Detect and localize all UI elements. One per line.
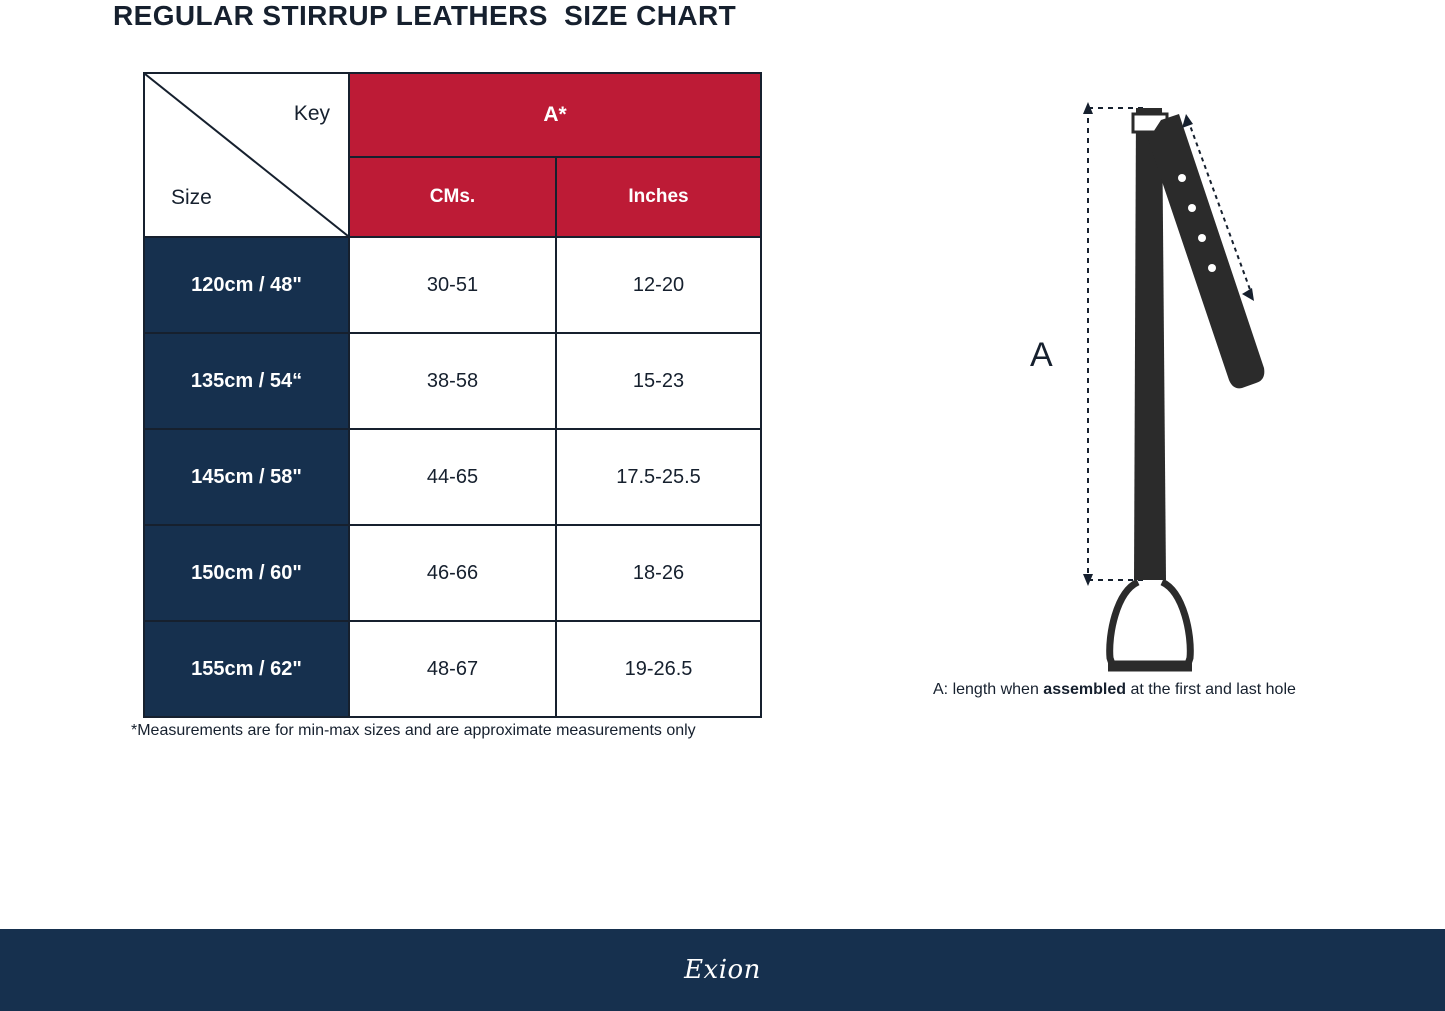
table-row: [144, 525, 761, 621]
row-size-label: 135cm / 54“: [144, 333, 349, 429]
page-title: REGULAR STIRRUP LEATHERS SIZE CHART: [113, 0, 737, 31]
table-header-row-group: [144, 73, 761, 157]
table-subheader-inches: Inches: [556, 157, 761, 237]
measurement-footnote: *Measurements are for min-max sizes and are approximate measurements only: [131, 722, 696, 739]
row-inches-value: 15-23: [556, 333, 761, 429]
leather-strap-tail-shape: [1148, 114, 1264, 388]
brand-logo: Exion: [684, 955, 761, 985]
caption-suffix: at the first and last hole: [1126, 681, 1296, 698]
diagram-caption: [933, 681, 1296, 699]
size-chart-table: [143, 72, 762, 718]
caption-prefix: A: length when: [933, 681, 1044, 698]
row-inches-value: 18-26: [556, 525, 761, 621]
table-row: [144, 621, 761, 717]
row-size-label: 150cm / 60": [144, 525, 349, 621]
caption-bold: assembled: [1043, 681, 1127, 698]
row-size-label: 145cm / 58": [144, 429, 349, 525]
row-inches-value: 17.5-25.5: [556, 429, 761, 525]
corner-key-label: Key: [293, 102, 330, 125]
row-cm-value: 46-66: [349, 525, 556, 621]
row-size-label: 155cm / 62": [144, 621, 349, 717]
table-row: [144, 333, 761, 429]
table-group-header-a: A*: [349, 73, 761, 157]
table-row: [144, 429, 761, 525]
stirrup-leather-diagram: [930, 80, 1350, 680]
corner-size-label: Size: [171, 186, 212, 209]
table-row: [144, 237, 761, 333]
row-cm-value: 38-58: [349, 333, 556, 429]
row-cm-value: 44-65: [349, 429, 556, 525]
row-cm-value: 48-67: [349, 621, 556, 717]
row-inches-value: 12-20: [556, 237, 761, 333]
diagonal-divider-icon: [145, 74, 348, 236]
stirrup-iron-shape: [1108, 582, 1192, 666]
row-inches-value: 19-26.5: [556, 621, 761, 717]
row-size-label: 120cm / 48": [144, 237, 349, 333]
table-corner-cell: [144, 73, 349, 237]
diagram-measure-label: A: [1030, 336, 1053, 374]
table-subheader-cm: CMs.: [349, 157, 556, 237]
row-cm-value: 30-51: [349, 237, 556, 333]
